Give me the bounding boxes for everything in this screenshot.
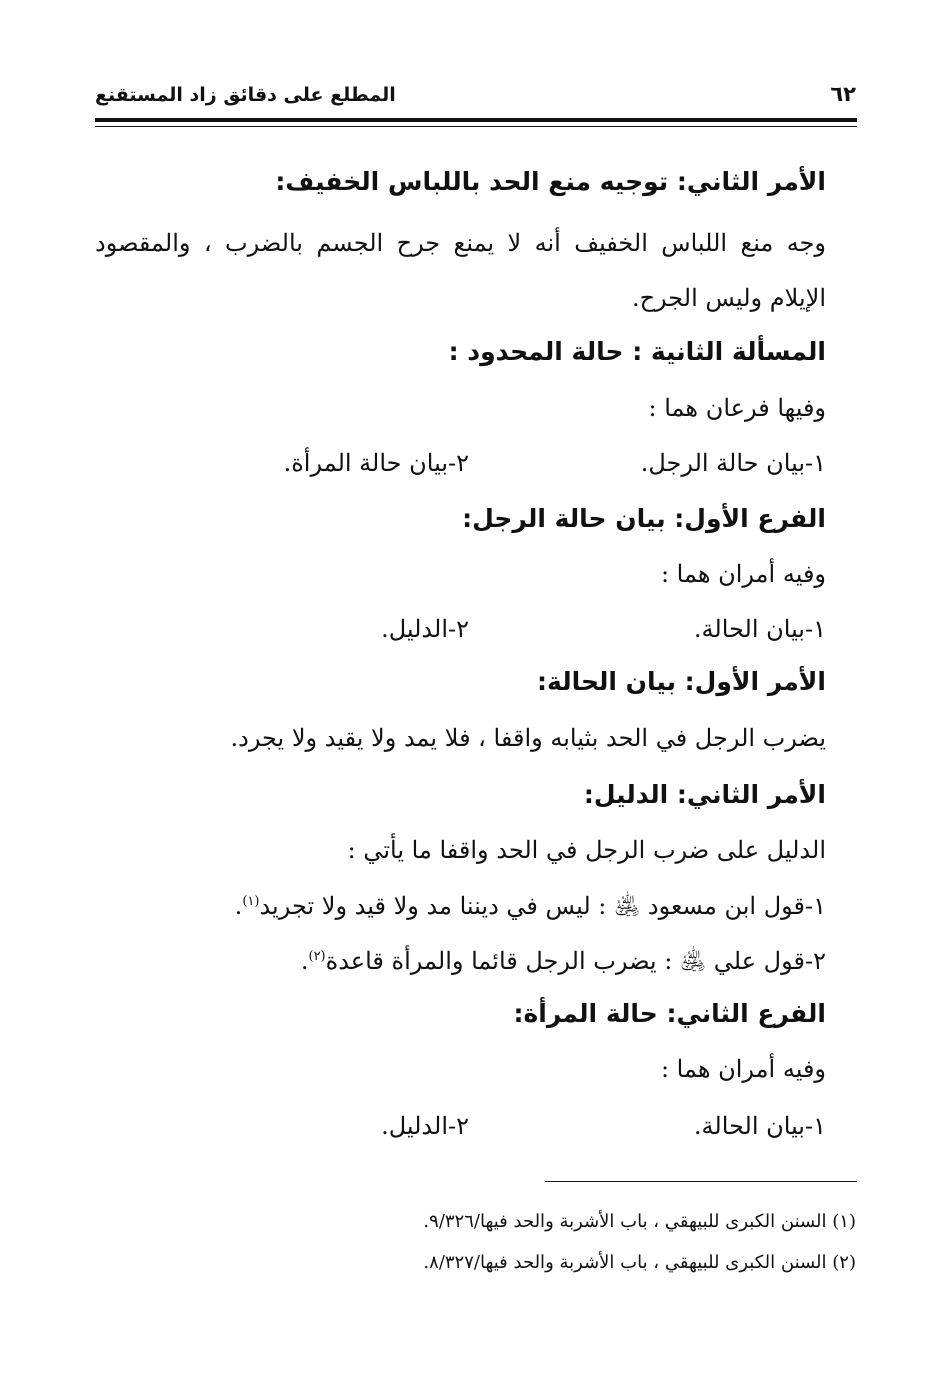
list-item: ٢-الدليل. — [381, 1112, 469, 1140]
header-rule-thick — [95, 118, 857, 122]
list-item: ٢-الدليل. — [381, 615, 469, 643]
heading-masala-thaniya: المسألة الثانية : حالة المحدود : — [448, 337, 826, 366]
evidence-text: ٢-قول علي ﵁ : يضرب الرجل قائما والمرأة قاعدة — [325, 947, 826, 975]
paragraph-line: وجه منع اللباس الخفيف أنه لا يمنع جرح الجسم بالضرب ، والمقصود — [95, 229, 827, 257]
paragraph-line: وفيه أمران هما : — [660, 560, 826, 588]
footnote-1: (١) السنن الكبرى للبيهقي ، باب الأشربة والحد فيها/٩/٣٢٦. — [423, 1211, 856, 1232]
heading-amr-awwal: الأمر الأول: بيان الحالة: — [537, 667, 826, 696]
footnote-ref-2: (٢) — [308, 949, 326, 964]
paragraph-line: وفيه أمران هما : — [660, 1055, 826, 1083]
heading-far3-thani: الفرع الثاني: حالة المرأة: — [513, 999, 826, 1028]
paragraph-line: الإيلام وليس الجرح. — [631, 284, 826, 312]
footnote-2: (٢) السنن الكبرى للبيهقي ، باب الأشربة والحد فيها/٨/٣٢٧. — [423, 1252, 856, 1273]
heading-amr-thani-dalil: الأمر الثاني: الدليل: — [583, 780, 826, 809]
paragraph-line: وفيها فرعان هما : — [648, 394, 826, 422]
heading-amr-thani-tawjih: الأمر الثاني: توجيه منع الحد باللباس الخفيف: — [275, 167, 826, 196]
evidence-text: ١-قول ابن مسعود ﵁ : ليس في ديننا مد ولا قيد ولا تجريد — [259, 892, 826, 920]
list-item: ١-بيان الحالة. — [693, 1112, 826, 1140]
paragraph-line: يضرب الرجل في الحد بثيابه واقفا ، فلا يمد ولا يقيد ولا يجرد. — [230, 724, 826, 752]
footnote-ref-1: (١) — [242, 894, 260, 909]
evidence-item-2: ٢-قول علي ﵁ : يضرب الرجل قائما والمرأة قاعدة$^{(٢)}$. — [300, 947, 826, 975]
paragraph-line: الدليل على ضرب الرجل في الحد واقفا ما يأتي : — [347, 836, 826, 864]
page-number: ٦٢ — [830, 82, 856, 106]
list-item: ١-بيان حالة الرجل. — [640, 449, 826, 477]
list-item: ١-بيان الحالة. — [693, 615, 826, 643]
footnote-separator — [545, 1181, 857, 1182]
heading-far3-awwal: الفرع الأول: بيان حالة الرجل: — [462, 504, 826, 533]
header-rule-thin — [95, 126, 857, 127]
evidence-item-1: ١-قول ابن مسعود ﵁ : ليس في ديننا مد ولا قيد ولا تجريد$^{(١)}$. — [234, 892, 826, 920]
running-header-title: المطلع على دقائق زاد المستقنع — [95, 84, 396, 106]
list-item: ٢-بيان حالة المرأة. — [283, 449, 469, 477]
